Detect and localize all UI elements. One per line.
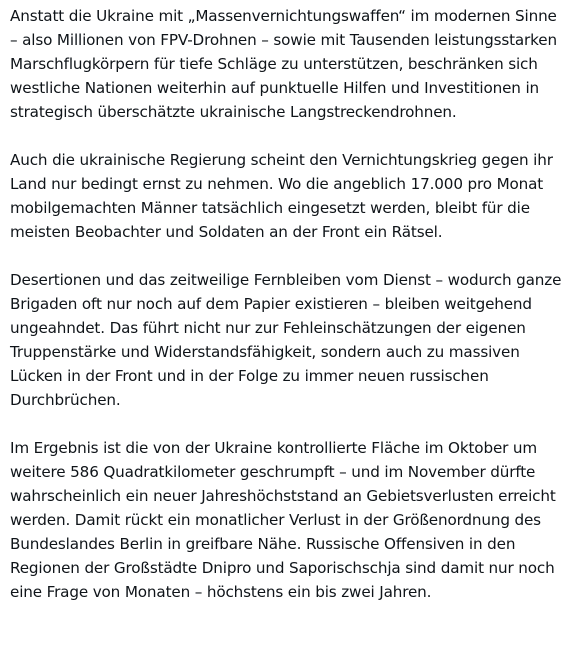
paragraph-1: Anstatt die Ukraine mit „Massenvernichtungswaffen“ im modernen Sinne – also Millionen von FPV-Drohnen – sowie mit Tausenden leistungsstarken Marschflugkörpern für tiefe Schläge zu unterstützen, beschränken sich westliche Nationen weiterhin auf punktuelle Hilfen und Investitionen in strategisch überschätzte ukrainische Langstreckendrohnen. [10, 7, 557, 121]
paragraph-4: Im Ergebnis ist die von der Ukraine kontrollierte Fläche im Oktober um weitere 586 Quadratkilometer geschrumpft – und im November dürfte wahrscheinlich ein neuer Jahreshöchststand an Gebietsverlusten erreicht werden. Damit rückt ein monatlicher Verlust in der Größenordnung des Bundeslandes Berlin in greifbare Nähe. Russische Offensiven in den Regionen der Großstädte Dnipro und Saporischschja sind damit nur noch eine Frage von Monaten – höchstens ein bis zwei Jahren. [10, 439, 556, 601]
paragraph-2: Auch die ukrainische Regierung scheint den Vernichtungskrieg gegen ihr Land nur bedingt ernst zu nehmen. Wo die angeblich 17.000 pro Monat mobilgemachten Männer tatsächlich eingesetzt werden, bleibt für die meisten Beobachter und Soldaten an der Front ein Rätsel. [10, 151, 553, 241]
paragraph-3: Desertionen und das zeitweilige Fernbleiben vom Dienst – wodurch ganze Brigaden oft nur noch auf dem Papier existieren – bleiben weitgehend ungeahndet. Das führt nicht nur zur Fehleinschätzungen der eigenen Truppenstärke und Widerstandsfähigkeit, sondern auch zu massiven Lücken in der Front und in der Folge zu immer neuen russischen Durchbrüchen. [10, 271, 562, 409]
